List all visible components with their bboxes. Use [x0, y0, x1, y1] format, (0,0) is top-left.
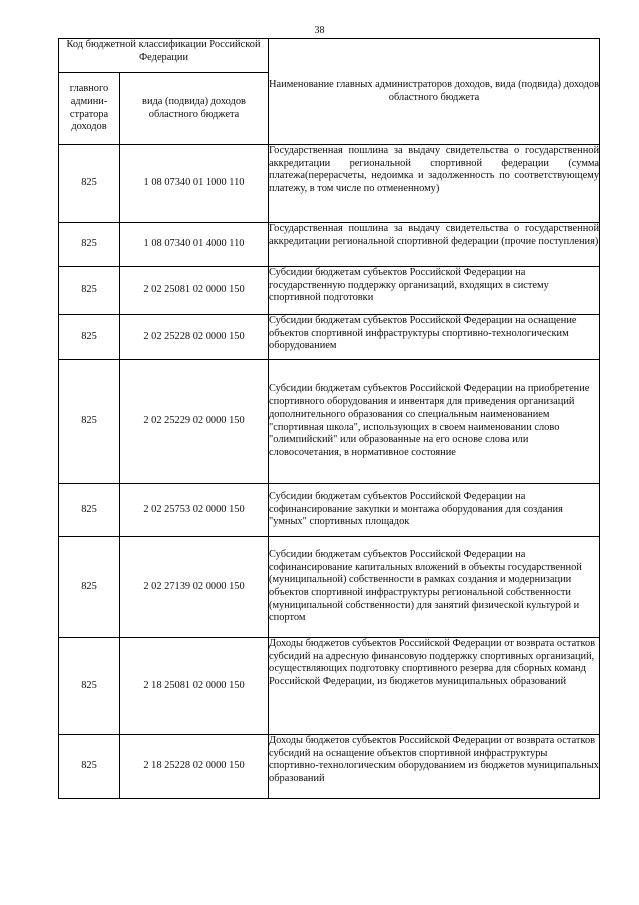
- income-name-cell: Субсидии бюджетам субъектов Российской Федерации на государственную поддержку организаций, входящих в систему спортивной подготовки: [269, 267, 600, 315]
- admin-code-cell: 825: [59, 145, 120, 223]
- admin-code-cell: 825: [59, 267, 120, 315]
- admin-code-cell: 825: [59, 638, 120, 735]
- income-name-cell: Доходы бюджетов субъектов Российской Федерации от возврата остатков субсидий на оснащение объектов спортивной инфраструктуры спортивно-технологическим оборудованием из бюджетов муниципальных образований: [269, 735, 600, 799]
- admin-code-cell: 825: [59, 315, 120, 360]
- income-code-cell: 1 08 07340 01 1000 110: [120, 145, 269, 223]
- header-row-group: [59, 39, 600, 73]
- admin-code-cell: 825: [59, 484, 120, 537]
- income-code-cell: 2 02 27139 02 0000 150: [120, 537, 269, 638]
- income-name-cell: Государственная пошлина за выдачу свидетельства о государственной аккредитации региональной спортивной федерации (сумма платежа(перерасчеты, недоимка и задолженность по соответствующему платежу, в том числе по отмененному): [269, 145, 600, 223]
- income-code-cell: 2 18 25228 02 0000 150: [120, 735, 269, 799]
- header-main-administrator: главного админи-стратора доходов: [59, 73, 120, 145]
- income-name-cell: Субсидии бюджетам субъектов Российской Федерации на оснащение объектов спортивной инфраструктуры спортивно-технологическим оборудованием: [269, 315, 600, 360]
- table-row: [59, 735, 600, 799]
- page-number: 38: [314, 25, 325, 36]
- income-code-cell: 2 02 25229 02 0000 150: [120, 360, 269, 484]
- table-row: [59, 223, 600, 267]
- table-row: [59, 484, 600, 537]
- table-row: [59, 145, 600, 223]
- table-row: [59, 638, 600, 735]
- admin-code-cell: 825: [59, 735, 120, 799]
- income-code-cell: 1 08 07340 01 4000 110: [120, 223, 269, 267]
- header-income-kind: вида (подвида) доходов областного бюджета: [120, 73, 269, 145]
- admin-code-cell: 825: [59, 223, 120, 267]
- table-row: [59, 267, 600, 315]
- budget-classification-table: [58, 38, 600, 799]
- admin-code-cell: 825: [59, 537, 120, 638]
- header-administrator-name: Наименование главных администраторов доходов, вида (подвида) доходов областного бюджета: [269, 39, 600, 145]
- table-row: [59, 360, 600, 484]
- table-row: [59, 315, 600, 360]
- income-name-cell: Субсидии бюджетам субъектов Российской Федерации на приобретение спортивного оборудования и инвентаря для приведения организаций дополнительного образования со специальным наименованием "спортивная школа", использующих в своем наименовании слово "олимпийский" или образованные на его основе слова или словосочетания, в нормативное состояние: [269, 360, 600, 484]
- income-code-cell: 2 02 25081 02 0000 150: [120, 267, 269, 315]
- income-name-cell: Субсидии бюджетам субъектов Российской Федерации на софинансирование капитальных вложений в объекты государственной (муниципальной) собственности в рамках создания и модернизации объектов спортивной инфраструктуры региональной собственности (муниципальной собственности) для занятий физической культурой и спортом: [269, 537, 600, 638]
- table-row: [59, 537, 600, 638]
- income-code-cell: 2 02 25753 02 0000 150: [120, 484, 269, 537]
- income-name-cell: Государственная пошлина за выдачу свидетельства о государственной аккредитации региональной спортивной федерации (прочие поступления): [269, 223, 600, 267]
- income-code-cell: 2 02 25228 02 0000 150: [120, 315, 269, 360]
- income-code-cell: 2 18 25081 02 0000 150: [120, 638, 269, 735]
- header-classification-code: Код бюджетной классификации Российской Федерации: [59, 39, 269, 73]
- admin-code-cell: 825: [59, 360, 120, 484]
- income-name-cell: Доходы бюджетов субъектов Российской Федерации от возврата остатков субсидий на адресную финансовую поддержку спортивных организаций, осуществляющих подготовку спортивного резерва для сборных команд Российской Федерации, из бюджетов муниципальных образований: [269, 638, 600, 735]
- income-name-cell: Субсидии бюджетам субъектов Российской Федерации на софинансирование закупки и монтажа оборудования для создания "умных" спортивных площадок: [269, 484, 600, 537]
